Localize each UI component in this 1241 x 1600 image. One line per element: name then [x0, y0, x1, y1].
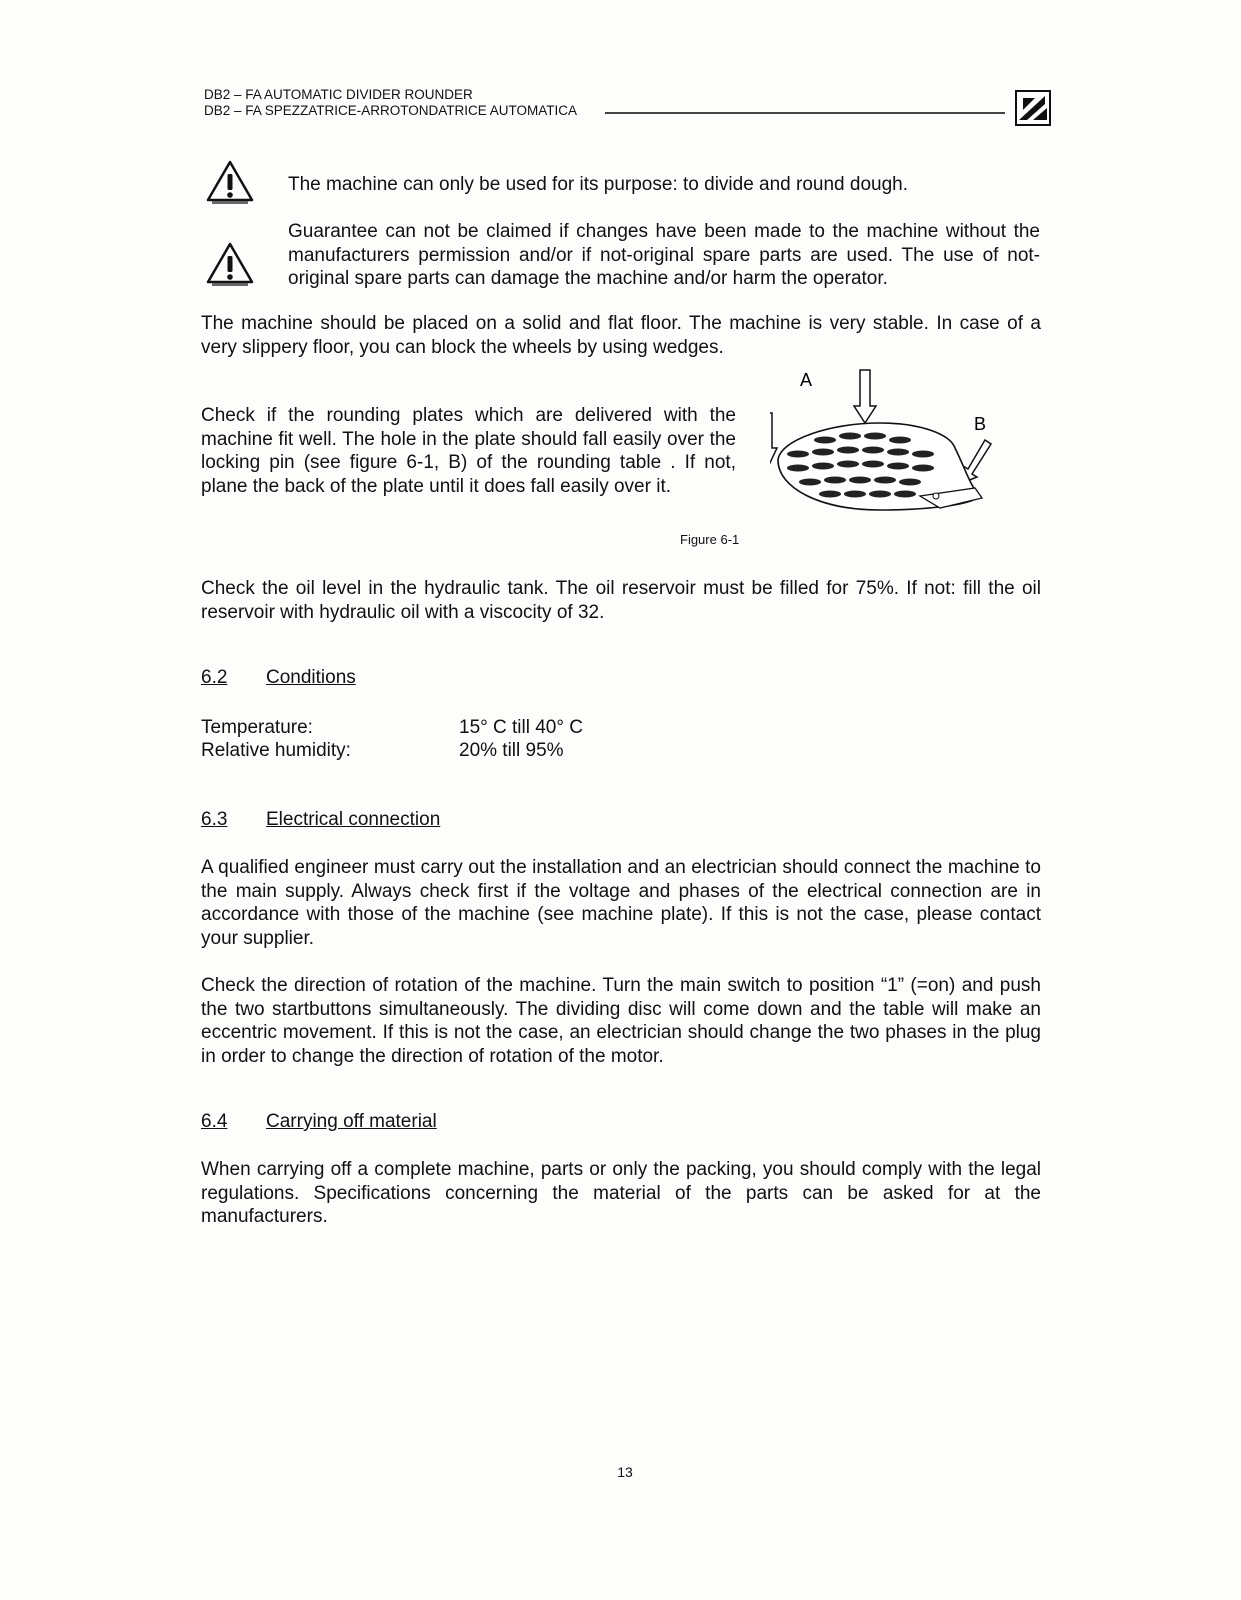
- section-heading-conditions: [201, 666, 356, 690]
- figure-rounding-plate: [770, 368, 1070, 533]
- header-line-1: DB2 – FA AUTOMATIC DIVIDER ROUNDER: [204, 87, 473, 102]
- section-number: 6.4: [201, 1111, 228, 1132]
- warning-triangle-icon: [204, 240, 256, 288]
- paragraph-rotation-direction: Check the direction of rotation of the machine. Turn the main switch to position “1” (=on) and push the two startbuttons simultaneously. The dividing disc will come down and the table will make an eccentric movement. If this is not the case, an electrician should change the two phases in the plug in order to change the direction of rotation of the motor.: [201, 975, 1041, 1067]
- conditions-label-temperature: Temperature:: [201, 717, 313, 738]
- figure-caption: Figure 6-1: [680, 532, 740, 547]
- section-number: 6.2: [201, 667, 228, 688]
- section-heading-carrying-off: [201, 1110, 437, 1134]
- section-title: Conditions: [266, 667, 356, 688]
- paragraph-electrical-installation: A qualified engineer must carry out the installation and an electrician should connect the machine to the main supply. Always check first if the voltage and phases of the electrical connection are in accordance with those of the machine (see machine plate). If this is not the case, please contact your supplier.: [201, 857, 1041, 949]
- conditions-value-humidity: 20% till 95%: [459, 740, 564, 761]
- section-title: Electrical connection: [266, 809, 441, 830]
- figure-label-a: A: [800, 370, 813, 390]
- company-logo-icon: [1015, 90, 1051, 126]
- header-line-2: DB2 – FA SPEZZATRICE-ARROTONDATRICE AUTOMATICA: [204, 103, 578, 118]
- figure-label-b: B: [974, 414, 987, 434]
- section-heading-electrical: [201, 808, 440, 832]
- page-number: 13: [617, 1464, 633, 1480]
- warning-text-guarantee: Guarantee can not be claimed if changes have been made to the machine without the manufacturers permission and/or if not-original spare parts are used. The use of not-original spare parts can damage the machine and/or harm the operator.: [288, 221, 1040, 289]
- conditions-value-temperature: 15° C till 40° C: [459, 717, 583, 738]
- paragraph-carrying-off: When carrying off a complete machine, parts or only the packing, you should comply with the legal regulations. Specifications concerning the material of the parts can be asked for at the manufacturers.: [201, 1159, 1041, 1227]
- header-rule: [605, 112, 1005, 114]
- conditions-label-humidity: Relative humidity:: [201, 740, 351, 761]
- section-title: Carrying off material: [266, 1111, 437, 1132]
- paragraph-floor: The machine should be placed on a solid and flat floor. The machine is very stable. In case of a very slippery floor, you can block the wheels by using wedges.: [201, 313, 1041, 358]
- section-number: 6.3: [201, 809, 228, 830]
- paragraph-rounding-plates: Check if the rounding plates which are delivered with the machine fit well. The hole in the plate should fall easily over the locking pin (see figure 6-1, B) of the rounding table . If not, plane the back of the plate until it does fall easily over it.: [201, 405, 736, 497]
- warning-triangle-icon: [204, 158, 256, 206]
- paragraph-oil-level: Check the oil level in the hydraulic tank. The oil reservoir must be filled for 75%. If not: fill the oil reservoir with hydraulic oil with a viscocity of 32.: [201, 578, 1041, 623]
- warning-text-purpose: The machine can only be used for its purpose: to divide and round dough.: [288, 174, 909, 195]
